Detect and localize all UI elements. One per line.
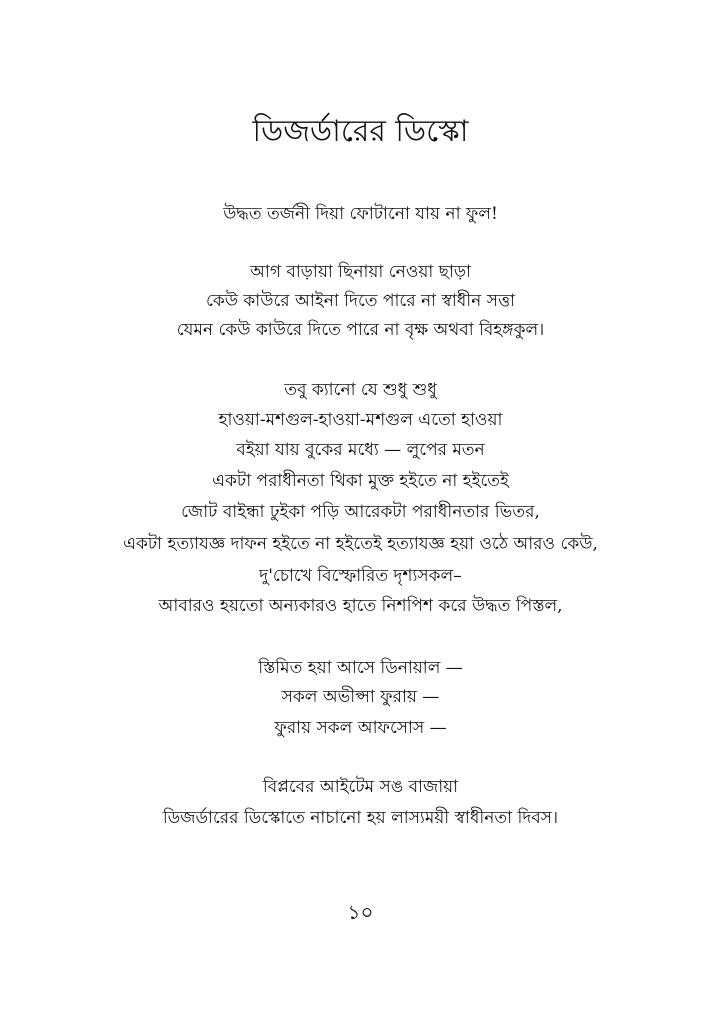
- poem-line: কেউ কাউরে আইনা দিতে পারে না স্বাধীন সত্তা: [205, 291, 516, 311]
- poem-line: যেমন কেউ কাউরে দিতে পারে না বৃক্ষ অথবা বিহঙ্গকুল।: [176, 320, 545, 340]
- poem-line: একটা হত্যাযজ্ঞ দাফন হইতে না হইতেই হত্যাযজ্ঞ হয়া ওঠে আরও কেউ,: [123, 534, 598, 554]
- poem-line: বিপ্লবের আইটেম সঙ বাজায়া: [262, 777, 459, 797]
- poem-line: তবু ক্যানো যে শুধু শুধু: [284, 380, 437, 400]
- poem-line: হাওয়া-মশগুল-হাওয়া-মশগুল এতো হাওয়া: [218, 410, 503, 430]
- poem-title: ডিজর্ডারের ডিস্কো: [252, 114, 469, 149]
- poem-line: ডিজর্ডারের ডিস্কোতে নাচানো হয় লাস্যময়ী স্বাধীনতা দিবস।: [162, 808, 559, 828]
- poem-line: উদ্ধত তর্জনী দিয়া ফোটানো যায় না ফুল!: [223, 204, 498, 224]
- poem-line: আগ বাড়ায়া ছিনায়া নেওয়া ছাড়া: [250, 262, 471, 282]
- poem-line: দু'চোখে বিস্ফোরিত দৃশ্যসকল–: [259, 566, 462, 586]
- poem-line: জোট বাইন্ধা ঢুইকা পড়ি আরেকটা পরাধীনতার ভিতর,: [181, 502, 540, 522]
- poem-line: স্তিমিত হয়া আসে ডিনায়াল —: [258, 658, 463, 678]
- poem-line: সকল অভীপ্সা ফুরায় —: [281, 687, 440, 707]
- poem-line: বইয়া যায় বুকের মধ্যে — লুপের মতন: [236, 440, 485, 460]
- page-number: ১০: [347, 900, 374, 924]
- poem-line: আবারও হয়তো অন্যকারও হাতে নিশপিশ করে উদ্ধত পিস্তল,: [158, 596, 563, 616]
- poem-line: একটা পরাধীনতা থিকা মুক্ত হইতে না হইতেই: [212, 471, 509, 491]
- poem-line: ফুরায় সকল আফসোস —: [274, 718, 447, 738]
